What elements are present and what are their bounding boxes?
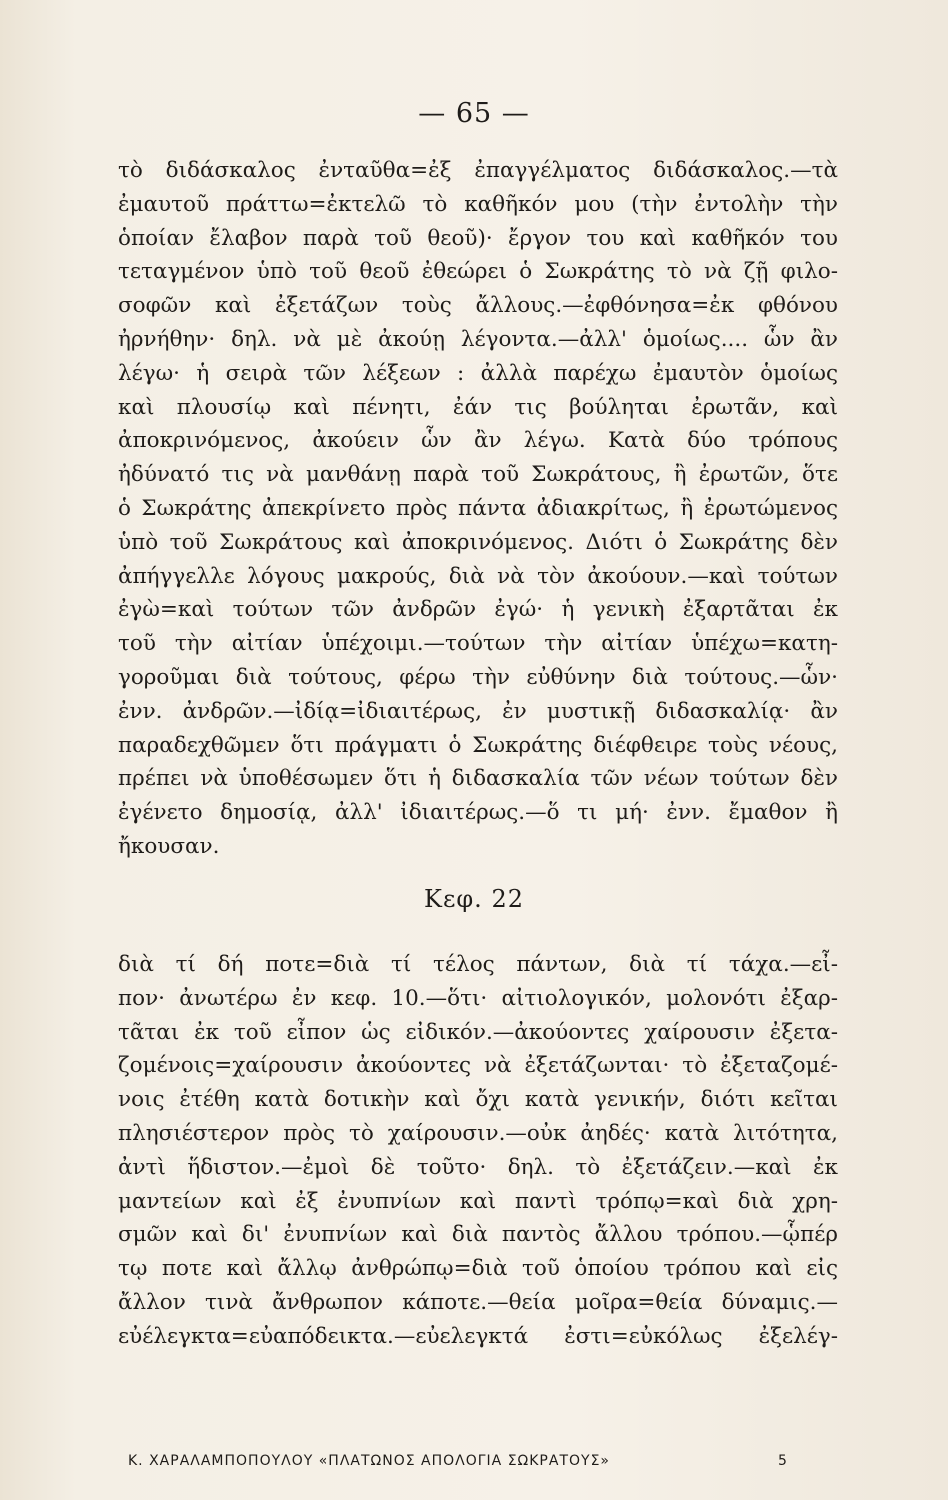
text-line: σοφῶν καὶ ἐξετάζων τοὺς ἄλλους.—ἐφθόνησα=ἐκ φθόνου (118, 293, 838, 319)
text-line: ἀπήγγελλε λόγους μακρούς, διὰ νὰ τὸν ἀκούουν.—καὶ τούτων (118, 563, 838, 589)
chapter-heading: Κεφ. 22 (424, 885, 524, 913)
text-line: γοροῦμαι διὰ τούτους, φέρω τὴν εὐθύνην διὰ τούτους.—ὧν· (118, 664, 838, 690)
text-line: ὑπὸ τοῦ Σωκράτους καὶ ἀποκρινόμενος. Διότι ὁ Σωκράτης δὲν (118, 529, 838, 555)
text-line: ὁ Σωκράτης ἀπεκρίνετο πρὸς πάντα ἀδιακρίτως, ἢ ἐρωτώμενος (118, 495, 838, 521)
page-number: — 65 — (418, 98, 530, 129)
text-line: τεταγμένον ὑπὸ τοῦ θεοῦ ἐθεώρει ὁ Σωκράτης τὸ νὰ ζῇ φιλο- (118, 259, 838, 285)
text-line: ὁποίαν ἔλαβον παρὰ τοῦ θεοῦ)· ἔργον του καὶ καθῆκόν του (118, 225, 838, 251)
text-line: διὰ τί δή ποτε=διὰ τί τέλος πάντων, διὰ τί τάχα.—εἶ- (118, 952, 838, 977)
text-line: ἐγὼ=καὶ τούτων τῶν ἀνδρῶν ἐγώ· ἡ γενικὴ ἐξαρτᾶται ἐκ (118, 597, 838, 623)
commentary-paragraph-2 (118, 948, 838, 1354)
text-line: πον· ἀνωτέρω ἐν κεφ. 10.—ὅτι· αἰτιολογικόν, μολονότι ἐξαρ- (118, 985, 838, 1011)
text-line: σμῶν καὶ δι' ἐνυπνίων καὶ διὰ παντὸς ἄλλου τρόπου.—ᾧπέρ (118, 1222, 838, 1248)
text-line: ζομένοις=χαίρουσιν ἀκούοντες νὰ ἐξετάζωνται· τὸ ἐξεταζομέ- (118, 1053, 838, 1079)
text-line: ἐγένετο δημοσίᾳ, ἀλλ' ἰδιαιτέρως.—ὅ τι μή· ἐνν. ἔμαθον ἢ (118, 800, 838, 826)
text-line: ἀντὶ ἥδιστον.—ἐμοὶ δὲ τοῦτο· δηλ. τὸ ἐξετάζειν.—καὶ ἐκ (118, 1154, 838, 1180)
text-line: πλησιέστερον πρὸς τὸ χαίρουσιν.—οὐκ ἀηδές· κατὰ λιτότητα, (118, 1120, 838, 1146)
text-line: λέγω· ἡ σειρὰ τῶν λέξεων : ἀλλὰ παρέχω ἐμαυτὸν ὁμοίως (118, 360, 838, 386)
commentary-paragraph-1 (118, 154, 838, 864)
text-line: πρέπει νὰ ὑποθέσωμεν ὅτι ἡ διδασκαλία τῶν νέων τούτων δὲν (118, 766, 838, 792)
text-line: τοῦ τὴν αἰτίαν ὑπέχοιμι.—τούτων τὴν αἰτίαν ὑπέχω=κατη- (118, 631, 838, 657)
text-line: ἠρνήθην· δηλ. νὰ μὲ ἀκούῃ λέγοντα.—ἀλλ' ὁμοίως.... ὧν ἂν (118, 326, 838, 352)
text-line: τῳ ποτε καὶ ἄλλῳ ἀνθρώπῳ=διὰ τοῦ ὁποίου τρόπου καὶ εἰς (118, 1256, 838, 1282)
footer-signature-mark: 5 (778, 1453, 787, 1469)
text-line: ἐμαυτοῦ πράττω=ἐκτελῶ τὸ καθῆκόν μου (τὴν ἐντολὴν τὴν (118, 191, 838, 217)
text-line: νοις ἐτέθη κατὰ δοτικὴν καὶ ὄχι κατὰ γενικήν, διότι κεῖται (118, 1087, 838, 1113)
text-line: παραδεχθῶμεν ὅτι πράγματι ὁ Σωκράτης διέφθειρε τοὺς νέους, (118, 732, 838, 758)
text-line: καὶ πλουσίῳ καὶ πένητι, ἐάν τις βούληται ἐρωτᾶν, καὶ (118, 394, 838, 420)
text-line: ἄλλον τινὰ ἄνθρωπον κάποτε.—θεία μοῖρα=θεία δύναμις.— (118, 1289, 838, 1315)
text-line: μαντείων καὶ ἐξ ἐνυπνίων καὶ παντὶ τρόπῳ=καὶ διὰ χρη- (118, 1188, 838, 1214)
text-line: ἐνν. ἀνδρῶν.—ἰδίᾳ=ἰδιαιτέρως, ἐν μυστικῇ διδασκαλίᾳ· ἂν (118, 698, 838, 724)
text-line: ἠδύνατό τις νὰ μανθάνῃ παρὰ τοῦ Σωκράτους, ἢ ἐρωτῶν, ὅτε (118, 462, 838, 488)
text-line: τὸ διδάσκαλος ἐνταῦθα=ἐξ ἐπαγγέλματος διδάσκαλος.—τὰ (118, 158, 838, 183)
text-line: ἀποκρινόμενος, ἀκούειν ὧν ἂν λέγω. Κατὰ δύο τρόπους (118, 428, 838, 454)
text-line: εὐέλεγκτα=εὐαπόδεικτα.—εὐελεγκτά ἐστι=εὐκόλως ἐξελέγ- (118, 1323, 838, 1349)
footer-book-title: Κ. ΧΑΡΑΛΑΜΠΟΠΟΥΛΟΥ «ΠΛΑΤΩΝΟΣ ΑΠΟΛΟΓΙΑ ΣΩΚΡΑΤΟΥΣ» (128, 1453, 610, 1469)
text-line: ἤκουσαν. (118, 833, 220, 859)
text-line: τᾶται ἐκ τοῦ εἶπον ὡς εἰδικόν.—ἀκούοντες χαίρουσιν ἐξετα- (118, 1019, 838, 1045)
